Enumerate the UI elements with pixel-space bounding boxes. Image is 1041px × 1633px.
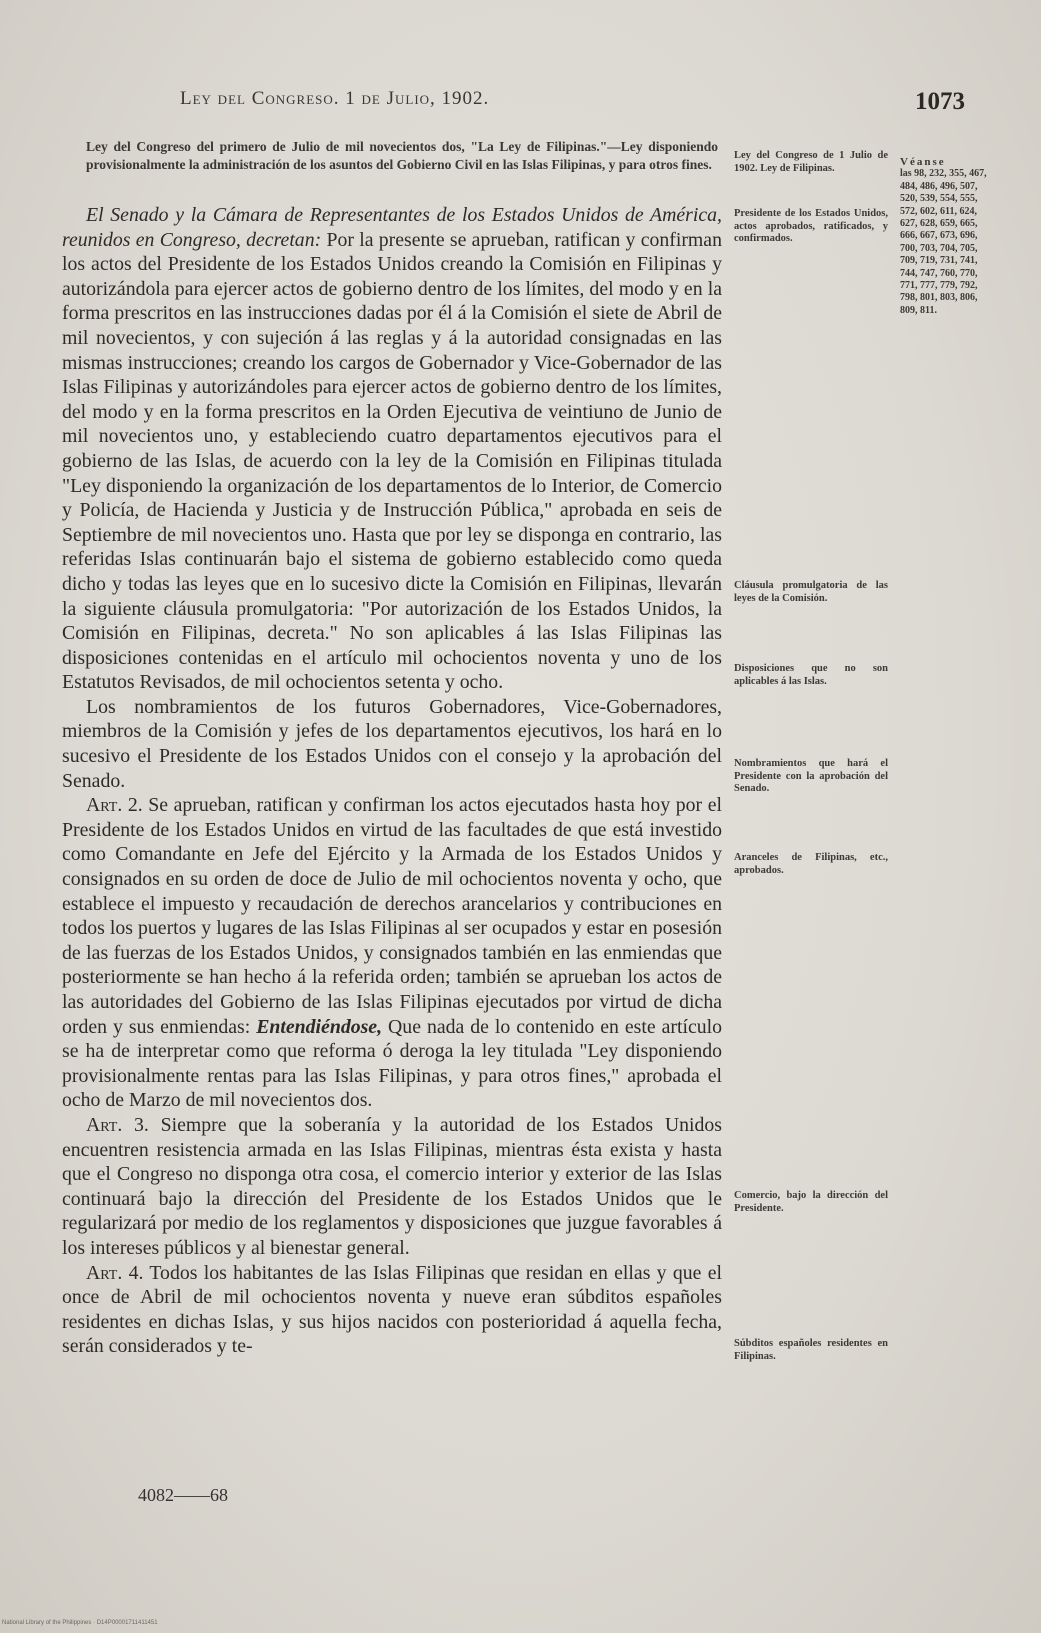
article-2-label: Art. 2. <box>86 794 143 817</box>
margin-note-tariffs: Aranceles de Filipinas, etc., aprobados. <box>734 852 888 876</box>
law-title: Ley del Congreso del primero de Julio de mil novecientos dos, "La Ley de Filipinas."—Ley disponiendo provisionalmente la administración de los asuntos del Gobierno Civil en las Islas Filipinas, y para otros fines. <box>86 139 718 172</box>
cross-references-list: las 98, 232, 355, 467, 484, 486, 496, 507, 520, 539, 554, 555, 572, 602, 611, 624, 627, 628, 659, 665, 666, 667, 673, 696, 700, 703, 704, 705, 709, 719, 731, 741, 744, 747, 760, 770, 771, 777, 779, 792, 798, 801, 803, 806, 809, 811. <box>900 168 987 316</box>
article-3-text: Siempre que la soberanía y la autoridad de los Estados Unidos encuentren resistencia armada en las Islas Filipinas, mientras ésta exista y hasta que el Congreso no disponga otra cosa, el comercio interior y exterior de las Islas continuará bajo la dirección del Presidente de los Estados Unidos que le regularizará por medio de los reglamentos y disposiciones que juzgue favorables á los intereses públicos y al bienestar general. <box>62 1113 723 1259</box>
article-4 <box>62 1261 722 1359</box>
margin-note-law: Ley del Congreso de 1 Julio de 1902. Ley de Filipinas. <box>734 150 888 174</box>
article-2 <box>62 793 722 1113</box>
article-4-text: Todos los habitantes de las Islas Filipinas que residan en ellas y que el once de Abril de mil ochocientos noventa y nueve eran súbditos españoles residentes en dichas Islas, y sus hijos nacidos con posterioridad á aquella fecha, serán considerados y te- <box>62 1261 723 1358</box>
page-number: 1073 <box>915 88 965 115</box>
margin-note-commerce: Comercio, bajo la dirección del Presidente. <box>734 1190 888 1214</box>
margin-note-spanish-subjects: Súbditos españoles residentes en Filipinas. <box>734 1338 888 1362</box>
article-2-text: Se aprueban, ratifican y confirman los actos ejecutados hasta hoy por el Presidente de los Estados Unidos en virtud de las facultades de que está investido como Comandante en Jefe del Ejército y la Armada de los Estados Unidos y consignados en su orden de doce de Julio de mil ochocientos noventa y ocho, que establece el impuesto y recaudación de derechos arancelarios y contribuciones en todos los puertos y lugares de las Islas Filipinas al ser ocupados y estar en posesión de las fuerzas de los Estados Unidos, y consignados también en las enmiendas que posteriormente se han hecho á la referida orden; también se aprueban los actos de las autoridades del Gobierno de las Islas Filipinas ejecutados por virtud de dicha orden y sus enmiendas: <box>62 794 722 1038</box>
paragraph-appointments: Los nombramientos de los futuros Gobernadores, Vice-Gobernadores, miembros de la Comisión y jefes de los departamentos ejecutivos, los hará en lo sucesivo el Presidente de los Estados Unidos con el consejo y la aprobación del Senado. <box>62 695 722 792</box>
printer-signature: 4082——68 <box>138 1485 228 1505</box>
margin-note-president-acts: Presidente de los Estados Unidos, actos aprobados, ratificados, y confirmados. <box>734 208 888 244</box>
cross-references <box>900 156 990 317</box>
cross-references-heading: Véanse <box>900 156 946 168</box>
article-2-tail: Que nada de lo contenido en este artículo se ha de interpretar como que reforma ó deroga la ley titulada "Ley disponiendo provisionalmente rentas para las Islas Filipinas, y para otros fines," aprobada el ocho de Marzo de mil novecientos dos. <box>62 1015 722 1112</box>
article-3-label: Art. 3. <box>86 1113 149 1136</box>
running-title: Ley del Congreso. 1 de Julio, 1902. <box>180 88 490 109</box>
scan-footer: National Library of the Philippines · D14P00001711411451 <box>2 1620 158 1626</box>
article-4-label: Art. 4. <box>86 1261 144 1284</box>
paragraph-enacting <box>62 203 722 695</box>
margin-note-appointments: Nombramientos que hará el Presidente con la aprobación del Senado. <box>734 758 888 794</box>
enacting-clause: El Senado y la Cámara de Representantes de los Estados Unidos de América, reunidos en Congreso, decretan: <box>62 204 722 251</box>
margin-note-not-applicable: Disposiciones que no son aplicables á las Islas. <box>734 663 888 687</box>
margin-note-promulgation: Cláusula promulgatoria de las leyes de la Comisión. <box>734 580 888 604</box>
article-3 <box>62 1113 722 1261</box>
paragraph-1-text: Por la presente se aprueban, ratifican y confirman los actos del Presidente de los Estados Unidos creando la Comisión en Filipinas y autorizándola para ejercer actos de gobierno dentro de los límites, del modo y en la forma prescritos en las instrucciones dadas por él á la Comisión el siete de Abril de mil novecientos, y con sujeción á las reglas y á la autoridad consignadas en las mismas instrucciones; creando los cargos de Gobernador y Vice-Gobernador de las Islas Filipinas y autorizándoles para ejercer actos de gobierno dentro de los límites, del modo y en la forma prescritos en la Orden Ejecutiva de veintiuno de Junio de mil novecientos uno, y estableciendo cuatro departamentos ejecutivos para el gobierno de las Islas, de acuerdo con la ley de la Comisión en Filipinas titulada "Ley disponiendo la organización de los departamentos de lo Interior, de Comercio y Policía, de Hacienda y Justicia y de Instrucción Pública," aprobada en seis de Septiembre de mil novecientos uno. Hasta que por ley se disponga en contrario, las referidas Islas continuarán bajo el sistema de gobierno establecido como queda dicho y todas las leyes que en lo sucesivo dicte la Comisión en Filipinas, llevarán la siguiente cláusula promulgatoria: "Por autorización de los Estados Unidos, la Comisión en Filipinas, decreta." No son aplicables á las Islas Filipinas las disposiciones contenidas en el artículo mil ochocientos noventa y uno de los Estatutos Revisados, de mil ochocientos setenta y ocho. <box>62 228 722 694</box>
article-2-proviso: Entendiéndose, <box>256 1015 383 1038</box>
body-text <box>62 203 722 1359</box>
